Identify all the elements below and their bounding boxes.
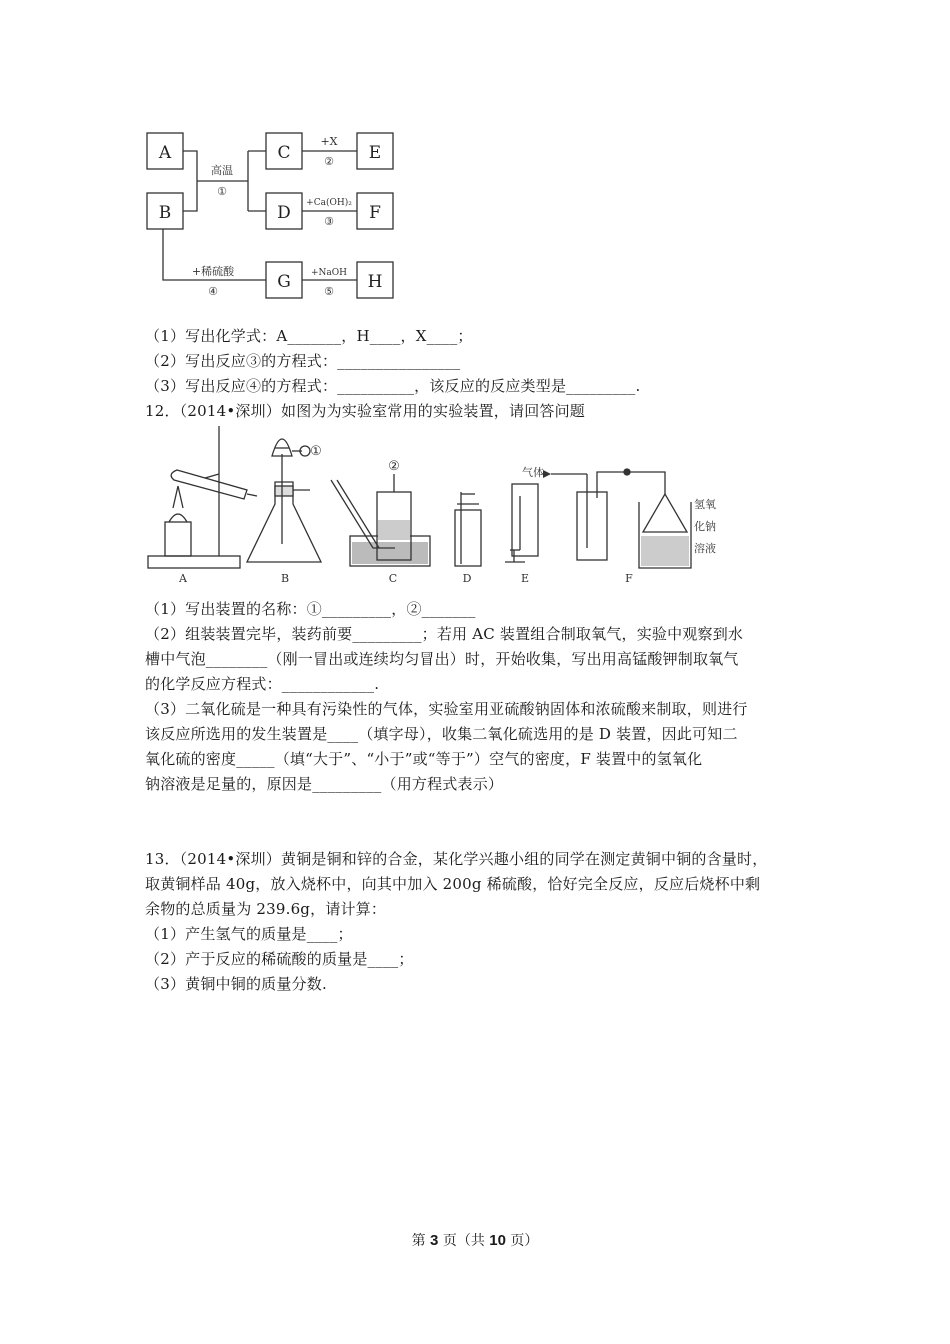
lab-apparatus-figure xyxy=(145,424,725,594)
label-circle-2: ② xyxy=(388,459,400,474)
q12-line-4: 的化学反应方程式：____________. xyxy=(145,675,380,693)
label-e: E xyxy=(520,572,530,585)
cond-n3: ③ xyxy=(324,215,334,228)
box-b-label: B xyxy=(158,203,172,223)
label-naoh-3: 溶液 xyxy=(694,542,716,555)
box-h-label: H xyxy=(367,272,383,292)
footer-pre: 第 xyxy=(411,1233,431,1249)
label-circle-1: ① xyxy=(310,444,322,459)
label-f: F xyxy=(625,572,633,585)
label-d: D xyxy=(462,572,472,585)
apparatus-e-bottle xyxy=(512,484,538,556)
footer-post: 页） xyxy=(505,1233,539,1249)
cond-n4: ④ xyxy=(208,285,218,298)
cond-plus-naoh: +NaOH xyxy=(310,268,348,278)
apparatus-f-bottle xyxy=(577,492,607,560)
apparatus-a-base xyxy=(148,556,240,568)
footer-page-number: 3 xyxy=(430,1232,439,1249)
cond-n2: ② xyxy=(324,155,334,168)
box-g-label: G xyxy=(277,272,291,292)
q13-line-6: （3）黄铜中铜的质量分数. xyxy=(145,975,327,993)
box-e-label: E xyxy=(368,143,382,163)
apparatus-d-bottle xyxy=(455,510,481,566)
q13-line-1: 13．（2014•深圳）黄铜是铜和锌的合金，某化学兴趣小组的同学在测定黄铜中铜的含量时， xyxy=(145,850,768,868)
label-gas: 气体 xyxy=(522,466,544,479)
box-f-label: F xyxy=(369,203,381,223)
label-a: A xyxy=(179,572,187,585)
q12-line-5: （3）二氧化硫是一种具有污染性的气体，实验室用亚硫酸钠固体和浓硫酸来制取，则进行 xyxy=(145,700,748,718)
q12-line-6: 该反应所选用的发生装置是____（填字母），收集二氧化硫选用的是 D 装置，因此可知二 xyxy=(145,725,738,743)
q13-line-4: （1）产生氢气的质量是____； xyxy=(145,925,353,943)
q11-line-1: （1）写出化学式：A_______，H____，X____； xyxy=(145,327,473,345)
label-c: C xyxy=(388,572,398,585)
q12-line-1: （1）写出装置的名称：①_________，②_______ xyxy=(145,600,476,618)
reaction-flowchart xyxy=(145,128,405,300)
cond-plus-acid: +稀硫酸 xyxy=(191,265,235,278)
q12-line-7: 氧化硫的密度_____（填“大于”、“小于”或“等于”）空气的密度，F 装置中的氢氧化 xyxy=(145,750,703,768)
q13-line-3: 余物的总质量为 239.6g，请计算： xyxy=(145,900,387,918)
box-a-label: A xyxy=(158,143,172,163)
footer-total-pages: 10 xyxy=(489,1232,506,1249)
footer-mid: 页（共 xyxy=(438,1233,490,1249)
cond-n5: ⑤ xyxy=(324,285,334,298)
q11-line-2: （2）写出反应③的方程式：________________ xyxy=(145,352,461,370)
q12-line-3: 槽中气泡________（刚一冒出或连续均匀冒出）时，开始收集，写出用高锰酸钾制取氧气 xyxy=(145,650,739,668)
line-a xyxy=(183,151,197,211)
apparatus-a-test-tube xyxy=(171,470,247,499)
label-naoh-1: 氢氧 xyxy=(694,498,716,511)
q13-line-2: 取黄铜样品 40g，放入烧杯中，向其中加入 200g 稀硫酸，恰好完全反应，反应后烧杯中剩 xyxy=(145,875,761,893)
box-c-label: C xyxy=(277,143,291,163)
box-d-label: D xyxy=(277,203,291,223)
q12-title: 12．（2014•深圳）如图为为实验室常用的实验装置，请回答问题 xyxy=(145,402,586,420)
cond-plus-caoh: +Ca(OH)₂ xyxy=(306,198,352,208)
cond-n1: ① xyxy=(217,185,227,198)
q11-line-3: （3）写出反应④的方程式：__________，该反应的反应类型是_________. xyxy=(145,377,641,395)
apparatus-a-lamp xyxy=(165,522,191,556)
q13-line-5: （2）产于反应的稀硫酸的质量是____； xyxy=(145,950,414,968)
page-footer xyxy=(0,1230,950,1250)
label-b: B xyxy=(280,572,290,585)
q12-line-8: 钠溶液是足量的，原因是_________（用方程式表示） xyxy=(145,775,504,793)
cond-gaowen: 高温 xyxy=(211,164,233,177)
label-naoh-2: 化钠 xyxy=(694,520,716,533)
cond-plus-x: +X xyxy=(320,135,338,148)
q12-line-2: （2）组装装置完毕，装药前要_________；若用 AC 装置组合制取氧气，实验中观察到水 xyxy=(145,625,744,643)
